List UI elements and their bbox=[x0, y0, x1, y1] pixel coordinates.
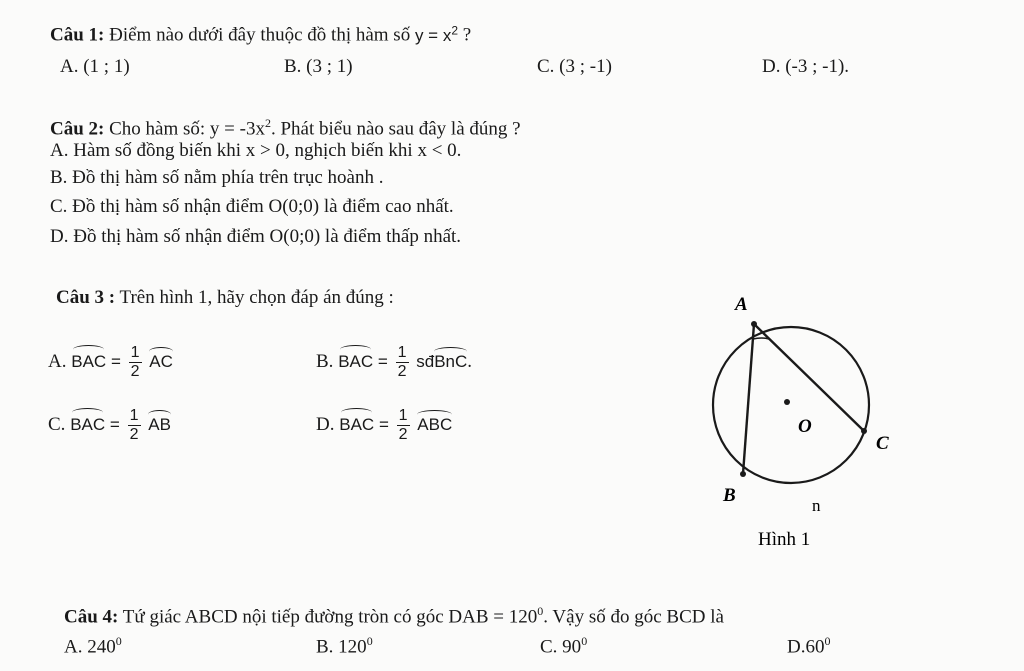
label-o: O bbox=[798, 416, 812, 437]
q1-option-d[interactable]: D. (-3 ; -1). bbox=[762, 56, 850, 77]
question-4-text-b: . Vậy số đo góc BCD là bbox=[543, 606, 724, 628]
angle-bac: BAC bbox=[71, 347, 106, 373]
point-c bbox=[861, 428, 867, 434]
question-4-text-a: Tứ giác ABCD nội tiếp đường tròn có góc DAB = 120 bbox=[122, 606, 538, 628]
question-3-label: Câu 3 : bbox=[56, 287, 116, 308]
q2-option-a[interactable]: A. Hàm số đồng biến khi x > 0, nghịch biến khi x < 0. bbox=[50, 140, 462, 161]
fraction-one-half: $\frac{1}{2}$ bbox=[397, 344, 407, 380]
q1-option-c[interactable]: C. (3 ; -1) bbox=[537, 56, 612, 77]
q2-option-b[interactable]: B. Đồ thị hàm số nằm phía trên trục hoành . bbox=[50, 167, 384, 188]
q2-option-d[interactable]: D. Đồ thị hàm số nhận điểm O(0;0) là điểm thấp nhất. bbox=[50, 226, 462, 247]
q4-option-b[interactable]: B. $120^0$ bbox=[316, 634, 373, 658]
q3-option-d[interactable]: D. BAC = $\frac{1}{2}$ ABC bbox=[316, 407, 453, 443]
q3-option-a[interactable]: A. BAC = $\frac{1}{2}$ AC bbox=[48, 344, 173, 380]
arc-abc: ABC bbox=[417, 410, 452, 436]
q3-option-c[interactable]: C. BAC = $\frac{1}{2}$ AB bbox=[48, 407, 171, 443]
label-b: B bbox=[723, 485, 736, 506]
q4-option-a[interactable]: A. $240^0$ bbox=[64, 634, 122, 658]
label-n: n bbox=[812, 496, 821, 515]
question-4-label: Câu 4: bbox=[64, 606, 119, 628]
chord-ac bbox=[754, 324, 864, 431]
question-2-label: Câu 2: bbox=[50, 118, 105, 140]
question-2-exp: 2 bbox=[264, 116, 271, 130]
question-2 bbox=[50, 112, 521, 140]
angle-bac: BAC bbox=[339, 410, 374, 436]
q3-option-b[interactable]: B. BAC = $\frac{1}{2}$ sđBnC. bbox=[316, 344, 473, 380]
question-4 bbox=[64, 600, 724, 628]
chord-ab bbox=[743, 324, 754, 474]
circle-o bbox=[713, 327, 869, 483]
arc-ac: AC bbox=[149, 347, 173, 373]
question-1-label: Câu 1: bbox=[50, 24, 105, 46]
question-3 bbox=[56, 287, 394, 309]
question-1-function: $y = x^2$ bbox=[414, 23, 459, 45]
question-1 bbox=[50, 19, 471, 47]
question-1-end: ? bbox=[462, 24, 472, 46]
figure-caption: Hình 1 bbox=[758, 529, 811, 550]
angle-mark bbox=[753, 338, 769, 339]
question-4-exp: 0 bbox=[537, 604, 544, 618]
point-a bbox=[751, 321, 757, 327]
label-a: A bbox=[735, 294, 748, 315]
question-1-text: Điểm nào dưới đây thuộc đồ thị hàm số bbox=[109, 24, 411, 46]
arc-bnc: BnC bbox=[434, 347, 467, 373]
fraction-one-half: $\frac{1}{2}$ bbox=[398, 407, 408, 443]
fraction-one-half: $\frac{1}{2}$ bbox=[129, 407, 139, 443]
figure-circle-diagram bbox=[690, 285, 920, 555]
angle-bac: BAC bbox=[70, 410, 105, 436]
arc-ab: AB bbox=[148, 410, 171, 436]
q4-option-c[interactable]: C. $90^0$ bbox=[540, 634, 588, 658]
q4-option-d[interactable]: $D.60^0$ bbox=[787, 634, 831, 658]
fraction-one-half: $\frac{1}{2}$ bbox=[130, 344, 140, 380]
measure-prefix: sđ bbox=[416, 351, 435, 371]
question-2-text-a: Cho hàm số: y = -3x bbox=[109, 118, 265, 140]
point-o bbox=[784, 399, 790, 405]
q1-option-a[interactable]: A. (1 ; 1) bbox=[60, 56, 130, 77]
label-c: C bbox=[876, 433, 889, 454]
question-3-text: Trên hình 1, hãy chọn đáp án đúng : bbox=[119, 287, 394, 308]
q1-option-b[interactable]: B. (3 ; 1) bbox=[284, 56, 353, 77]
question-2-text-b: . Phát biểu nào sau đây là đúng ? bbox=[270, 118, 521, 140]
angle-bac: BAC bbox=[338, 347, 373, 373]
point-b bbox=[740, 471, 746, 477]
q2-option-c[interactable]: C. Đồ thị hàm số nhận điểm O(0;0) là điểm cao nhất. bbox=[50, 196, 454, 217]
